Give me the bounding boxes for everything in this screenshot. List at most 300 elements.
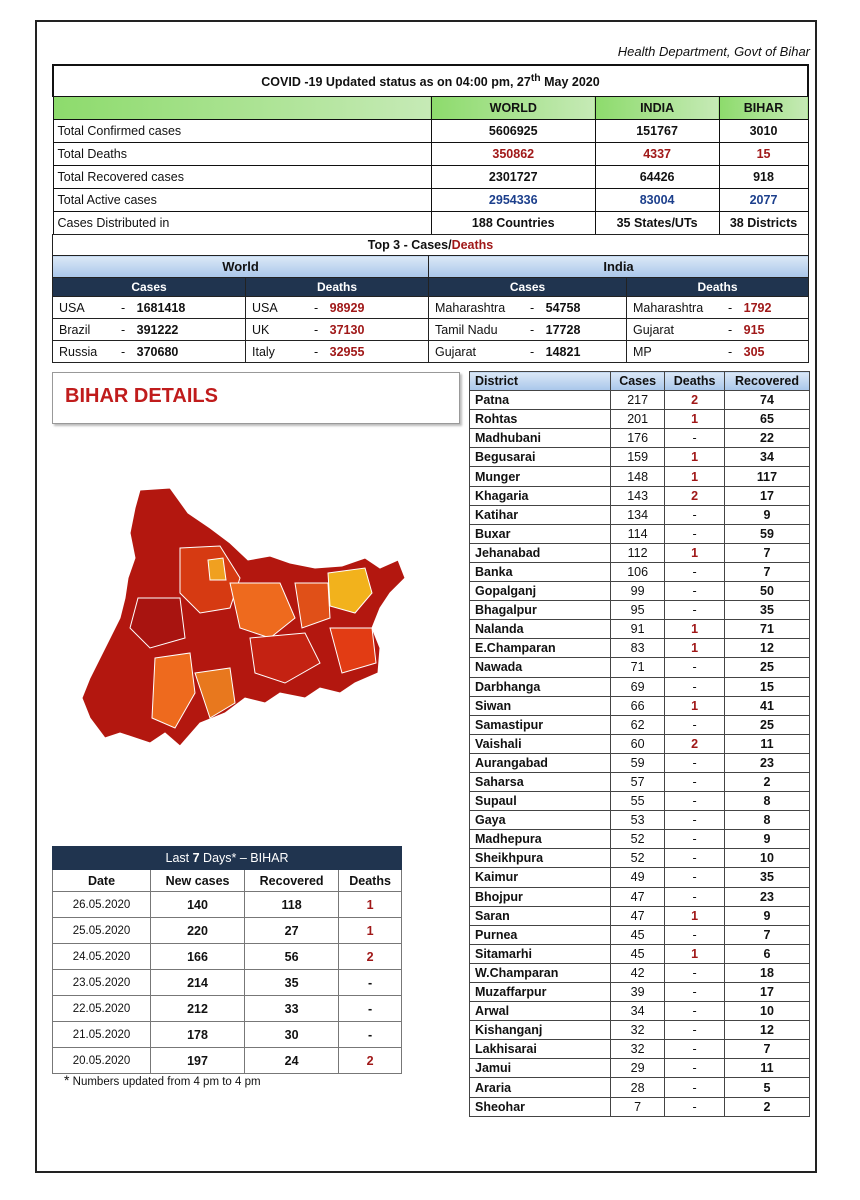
district-recovered: 71	[725, 620, 810, 639]
district-deaths: -	[665, 601, 725, 620]
top3-country: Gujarat	[633, 322, 674, 337]
district-deaths: -	[665, 1078, 725, 1097]
status-label: Cases Distributed in	[53, 212, 431, 235]
sub-deaths-world: Deaths	[246, 278, 429, 297]
district-col-header: District	[470, 372, 611, 391]
district-name: Aurangabad	[470, 753, 611, 772]
district-row	[470, 792, 810, 811]
district-cases: 83	[611, 639, 665, 658]
top3-value: 32955	[329, 344, 365, 359]
district-row	[470, 429, 810, 448]
district-name: Supaul	[470, 792, 611, 811]
district-recovered: 50	[725, 582, 810, 601]
district-cases: 28	[611, 1078, 665, 1097]
district-recovered: 25	[725, 658, 810, 677]
district-cases: 217	[611, 391, 665, 410]
status-bihar-value: 2077	[719, 189, 808, 212]
district-recovered: 11	[725, 734, 810, 753]
district-recovered: 74	[725, 391, 810, 410]
district-deaths: -	[665, 1002, 725, 1021]
district-cases: 55	[611, 792, 665, 811]
district-cases: 201	[611, 410, 665, 429]
district-row	[470, 1059, 810, 1078]
col-world: WORLD	[431, 97, 595, 120]
district-name: Jamui	[470, 1059, 611, 1078]
district-name: Banka	[470, 562, 611, 581]
top3-world_deaths-cell	[246, 319, 429, 341]
district-cases: 47	[611, 906, 665, 925]
district-cases: 159	[611, 448, 665, 467]
district-row	[470, 391, 810, 410]
region-india: India	[429, 256, 809, 278]
district-cases: 29	[611, 1059, 665, 1078]
top3-dash: -	[121, 300, 129, 315]
district-cases: 91	[611, 620, 665, 639]
last7-date-header: Date	[53, 870, 151, 892]
district-cases: 60	[611, 734, 665, 753]
district-table	[469, 371, 810, 1117]
district-recovered: 41	[725, 696, 810, 715]
district-name: Muzaffarpur	[470, 983, 611, 1002]
last7-row	[53, 944, 402, 970]
district-recovered: 18	[725, 963, 810, 982]
col-bihar: BIHAR	[719, 97, 808, 120]
last7-new: 140	[151, 892, 245, 918]
district-row	[470, 677, 810, 696]
district-cases: 32	[611, 1021, 665, 1040]
district-row	[470, 753, 810, 772]
district-recovered: 9	[725, 906, 810, 925]
district-name: Madhubani	[470, 429, 611, 448]
district-row	[470, 1021, 810, 1040]
status-world-value: 350862	[431, 143, 595, 166]
district-row	[470, 734, 810, 753]
district-deaths: -	[665, 1097, 725, 1116]
district-deaths: -	[665, 887, 725, 906]
last7-new: 166	[151, 944, 245, 970]
district-name: Gaya	[470, 811, 611, 830]
district-cases: 99	[611, 582, 665, 601]
top3-india_cases-cell	[429, 297, 627, 319]
district-row	[470, 983, 810, 1002]
district-recovered: 10	[725, 849, 810, 868]
top3-dash: -	[314, 322, 322, 337]
district-cases: 53	[611, 811, 665, 830]
top3-dash: -	[728, 322, 736, 337]
district-row	[470, 944, 810, 963]
deaths-col-header: Deaths	[665, 372, 725, 391]
district-cases: 45	[611, 925, 665, 944]
last7-row	[53, 918, 402, 944]
status-world-value: 2954336	[431, 189, 595, 212]
top3-country: USA	[59, 300, 85, 315]
district-name: Jehanabad	[470, 543, 611, 562]
status-india-value: 35 States/UTs	[595, 212, 719, 235]
top3-value: 1792	[743, 300, 772, 315]
district-recovered: 9	[725, 830, 810, 849]
district-row	[470, 1078, 810, 1097]
district-row	[470, 715, 810, 734]
top3-dash: -	[728, 300, 736, 315]
top3-row	[53, 341, 809, 363]
district-recovered: 7	[725, 543, 810, 562]
district-row	[470, 1097, 810, 1116]
district-name: Purnea	[470, 925, 611, 944]
district-cases: 112	[611, 543, 665, 562]
status-table	[52, 64, 809, 235]
district-cases: 34	[611, 1002, 665, 1021]
top3-country: MP	[633, 344, 652, 359]
district-name: Araria	[470, 1078, 611, 1097]
district-name: Kaimur	[470, 868, 611, 887]
last7-deaths: 1	[339, 892, 402, 918]
status-title: COVID -19 Updated status as on 04:00 pm, 27th May 2020	[53, 65, 808, 97]
district-name: Begusarai	[470, 448, 611, 467]
district-cases: 114	[611, 524, 665, 543]
district-row	[470, 582, 810, 601]
district-deaths: -	[665, 658, 725, 677]
district-recovered: 15	[725, 677, 810, 696]
district-row	[470, 601, 810, 620]
district-recovered: 9	[725, 505, 810, 524]
district-deaths: 1	[665, 467, 725, 486]
top3-value: 98929	[329, 300, 365, 315]
district-name: Rohtas	[470, 410, 611, 429]
district-name: Gopalganj	[470, 582, 611, 601]
district-cases: 47	[611, 887, 665, 906]
status-row	[53, 166, 808, 189]
district-cases: 57	[611, 772, 665, 791]
district-name: Nawada	[470, 658, 611, 677]
district-row	[470, 887, 810, 906]
last7-row	[53, 1022, 402, 1048]
district-name: Madhepura	[470, 830, 611, 849]
top3-value: 14821	[545, 344, 581, 359]
district-cases: 106	[611, 562, 665, 581]
district-recovered: 34	[725, 448, 810, 467]
district-recovered: 5	[725, 1078, 810, 1097]
last7-new: 220	[151, 918, 245, 944]
last7-recovered: 56	[245, 944, 339, 970]
bihar-district-map	[80, 488, 410, 748]
district-deaths: 1	[665, 906, 725, 925]
top3-table	[52, 234, 809, 363]
district-name: Bhojpur	[470, 887, 611, 906]
status-row	[53, 120, 808, 143]
district-recovered: 10	[725, 1002, 810, 1021]
top3-value: 1681418	[136, 300, 186, 315]
district-cases: 134	[611, 505, 665, 524]
status-header-row	[53, 97, 808, 120]
district-cases: 69	[611, 677, 665, 696]
district-cases: 39	[611, 983, 665, 1002]
last7-deaths-header: Deaths	[339, 870, 402, 892]
last7-recovered: 27	[245, 918, 339, 944]
district-name: Patna	[470, 391, 611, 410]
district-recovered: 8	[725, 792, 810, 811]
district-row	[470, 906, 810, 925]
col-india: INDIA	[595, 97, 719, 120]
top3-value: 305	[743, 344, 765, 359]
last7-caption: Last 7 Days* – BIHAR	[53, 847, 402, 870]
status-label: Total Deaths	[53, 143, 431, 166]
district-cases: 148	[611, 467, 665, 486]
district-cases: 62	[611, 715, 665, 734]
district-name: Munger	[470, 467, 611, 486]
last7-date: 25.05.2020	[53, 918, 151, 944]
district-recovered: 23	[725, 887, 810, 906]
status-india-value: 151767	[595, 120, 719, 143]
status-india-value: 83004	[595, 189, 719, 212]
last7-deaths: 2	[339, 944, 402, 970]
top3-dash: -	[530, 322, 538, 337]
top3-india_deaths-cell	[627, 341, 809, 363]
last7-date: 20.05.2020	[53, 1048, 151, 1074]
district-recovered: 11	[725, 1059, 810, 1078]
district-row	[470, 811, 810, 830]
district-deaths: -	[665, 505, 725, 524]
district-deaths: -	[665, 1021, 725, 1040]
district-name: W.Champaran	[470, 963, 611, 982]
status-world-value: 188 Countries	[431, 212, 595, 235]
last7-date: 26.05.2020	[53, 892, 151, 918]
top3-value: 17728	[545, 322, 581, 337]
last7-recovered-header: Recovered	[245, 870, 339, 892]
district-deaths: -	[665, 1059, 725, 1078]
last7-new: 214	[151, 970, 245, 996]
district-recovered: 7	[725, 925, 810, 944]
district-deaths: 1	[665, 620, 725, 639]
last7-recovered: 35	[245, 970, 339, 996]
district-deaths: 1	[665, 448, 725, 467]
top3-india_cases-cell	[429, 319, 627, 341]
district-recovered: 23	[725, 753, 810, 772]
district-row	[470, 925, 810, 944]
top3-row	[53, 319, 809, 341]
top3-value: 370680	[136, 344, 179, 359]
status-bihar-value: 15	[719, 143, 808, 166]
top3-dash: -	[728, 344, 736, 359]
department-header: Health Department, Govt of Bihar	[617, 44, 810, 59]
district-recovered: 2	[725, 772, 810, 791]
district-row	[470, 868, 810, 887]
district-row	[470, 849, 810, 868]
district-recovered: 35	[725, 601, 810, 620]
top3-country: USA	[252, 300, 278, 315]
district-deaths: -	[665, 849, 725, 868]
district-row	[470, 467, 810, 486]
last7-date: 22.05.2020	[53, 996, 151, 1022]
district-deaths: -	[665, 963, 725, 982]
district-name: Katihar	[470, 505, 611, 524]
district-cases: 32	[611, 1040, 665, 1059]
district-cases: 52	[611, 849, 665, 868]
district-name: Kishanganj	[470, 1021, 611, 1040]
district-cases: 42	[611, 963, 665, 982]
top3-world_cases-cell	[53, 341, 246, 363]
district-recovered: 7	[725, 1040, 810, 1059]
top3-dash: -	[314, 300, 322, 315]
top3-country: Tamil Nadu	[435, 322, 498, 337]
sub-cases-india: Cases	[429, 278, 627, 297]
district-deaths: 1	[665, 639, 725, 658]
district-name: Saran	[470, 906, 611, 925]
district-deaths: 1	[665, 696, 725, 715]
last7-new-header: New cases	[151, 870, 245, 892]
district-name: Lakhisarai	[470, 1040, 611, 1059]
district-name: Bhagalpur	[470, 601, 611, 620]
district-name: E.Champaran	[470, 639, 611, 658]
district-deaths: -	[665, 524, 725, 543]
district-name: Buxar	[470, 524, 611, 543]
top3-country: Italy	[252, 344, 275, 359]
cases-col-header: Cases	[611, 372, 665, 391]
top3-world_cases-cell	[53, 297, 246, 319]
district-recovered: 22	[725, 429, 810, 448]
district-name: Darbhanga	[470, 677, 611, 696]
last7-recovered: 24	[245, 1048, 339, 1074]
last7-recovered: 33	[245, 996, 339, 1022]
district-recovered: 12	[725, 639, 810, 658]
district-name: Nalanda	[470, 620, 611, 639]
last7-recovered: 118	[245, 892, 339, 918]
last7-deaths: -	[339, 996, 402, 1022]
district-deaths: -	[665, 830, 725, 849]
district-cases: 71	[611, 658, 665, 677]
top3-world_deaths-cell	[246, 297, 429, 319]
last7-deaths: 1	[339, 918, 402, 944]
top3-country: Maharashtra	[633, 300, 704, 315]
top3-dash: -	[530, 344, 538, 359]
status-bihar-value: 38 Districts	[719, 212, 808, 235]
district-recovered: 8	[725, 811, 810, 830]
sub-deaths-india: Deaths	[627, 278, 809, 297]
last7-date: 21.05.2020	[53, 1022, 151, 1048]
district-row	[470, 543, 810, 562]
region-world: World	[53, 256, 429, 278]
district-cases: 95	[611, 601, 665, 620]
district-recovered: 2	[725, 1097, 810, 1116]
status-india-value: 4337	[595, 143, 719, 166]
district-deaths: -	[665, 925, 725, 944]
last7-new: 212	[151, 996, 245, 1022]
district-row	[470, 772, 810, 791]
sub-cases-world: Cases	[53, 278, 246, 297]
top3-country: Brazil	[59, 322, 91, 337]
district-recovered: 25	[725, 715, 810, 734]
recovered-col-header: Recovered	[725, 372, 810, 391]
status-bihar-value: 3010	[719, 120, 808, 143]
status-world-value: 5606925	[431, 120, 595, 143]
top3-dash: -	[121, 344, 129, 359]
district-deaths: 1	[665, 944, 725, 963]
district-recovered: 65	[725, 410, 810, 429]
status-label: Total Active cases	[53, 189, 431, 212]
last7-deaths: -	[339, 1022, 402, 1048]
status-row	[53, 212, 808, 235]
district-deaths: 1	[665, 543, 725, 562]
district-row	[470, 696, 810, 715]
district-name: Sheikhpura	[470, 849, 611, 868]
district-deaths: -	[665, 562, 725, 581]
last7-new: 197	[151, 1048, 245, 1074]
district-name: Vaishali	[470, 734, 611, 753]
district-name: Siwan	[470, 696, 611, 715]
top3-row	[53, 297, 809, 319]
top3-country: Maharashtra	[435, 300, 506, 315]
last7-table	[52, 846, 402, 1074]
last7-deaths: -	[339, 970, 402, 996]
district-row	[470, 524, 810, 543]
district-recovered: 117	[725, 467, 810, 486]
district-row	[470, 1040, 810, 1059]
district-cases: 52	[611, 830, 665, 849]
last7-row	[53, 970, 402, 996]
bihar-details-title: BIHAR DETAILS	[65, 385, 218, 407]
top3-dash: -	[530, 300, 538, 315]
district-recovered: 35	[725, 868, 810, 887]
district-deaths: 2	[665, 734, 725, 753]
district-cases: 143	[611, 486, 665, 505]
district-name: Khagaria	[470, 486, 611, 505]
last7-date: 23.05.2020	[53, 970, 151, 996]
district-deaths: -	[665, 772, 725, 791]
top3-value: 37130	[329, 322, 365, 337]
top3-india_deaths-cell	[627, 319, 809, 341]
district-deaths: -	[665, 677, 725, 696]
district-name: Arwal	[470, 1002, 611, 1021]
top3-india_deaths-cell	[627, 297, 809, 319]
district-name: Saharsa	[470, 772, 611, 791]
district-recovered: 12	[725, 1021, 810, 1040]
district-recovered: 17	[725, 983, 810, 1002]
last7-recovered: 30	[245, 1022, 339, 1048]
district-deaths: -	[665, 1040, 725, 1059]
district-name: Sheohar	[470, 1097, 611, 1116]
last7-new: 178	[151, 1022, 245, 1048]
district-deaths: 2	[665, 486, 725, 505]
district-cases: 49	[611, 868, 665, 887]
top3-country: Gujarat	[435, 344, 476, 359]
top3-country: UK	[252, 322, 270, 337]
district-row	[470, 620, 810, 639]
top3-world_cases-cell	[53, 319, 246, 341]
district-cases: 176	[611, 429, 665, 448]
status-row	[53, 143, 808, 166]
district-deaths: -	[665, 715, 725, 734]
district-row	[470, 658, 810, 677]
district-row	[470, 562, 810, 581]
district-row	[470, 1002, 810, 1021]
district-header-row	[470, 372, 810, 391]
last7-date: 24.05.2020	[53, 944, 151, 970]
bihar-details-box	[52, 372, 460, 424]
status-india-value: 64426	[595, 166, 719, 189]
top3-value: 54758	[545, 300, 581, 315]
district-deaths: -	[665, 792, 725, 811]
last7-row	[53, 892, 402, 918]
top3-title: Top 3 - Cases/Deaths	[53, 235, 809, 256]
district-deaths: -	[665, 753, 725, 772]
district-row	[470, 505, 810, 524]
district-cases: 59	[611, 753, 665, 772]
district-row	[470, 830, 810, 849]
district-deaths: 1	[665, 410, 725, 429]
map-district-c	[208, 558, 226, 580]
last7-deaths: 2	[339, 1048, 402, 1074]
status-label: Total Confirmed cases	[53, 120, 431, 143]
district-deaths: -	[665, 429, 725, 448]
